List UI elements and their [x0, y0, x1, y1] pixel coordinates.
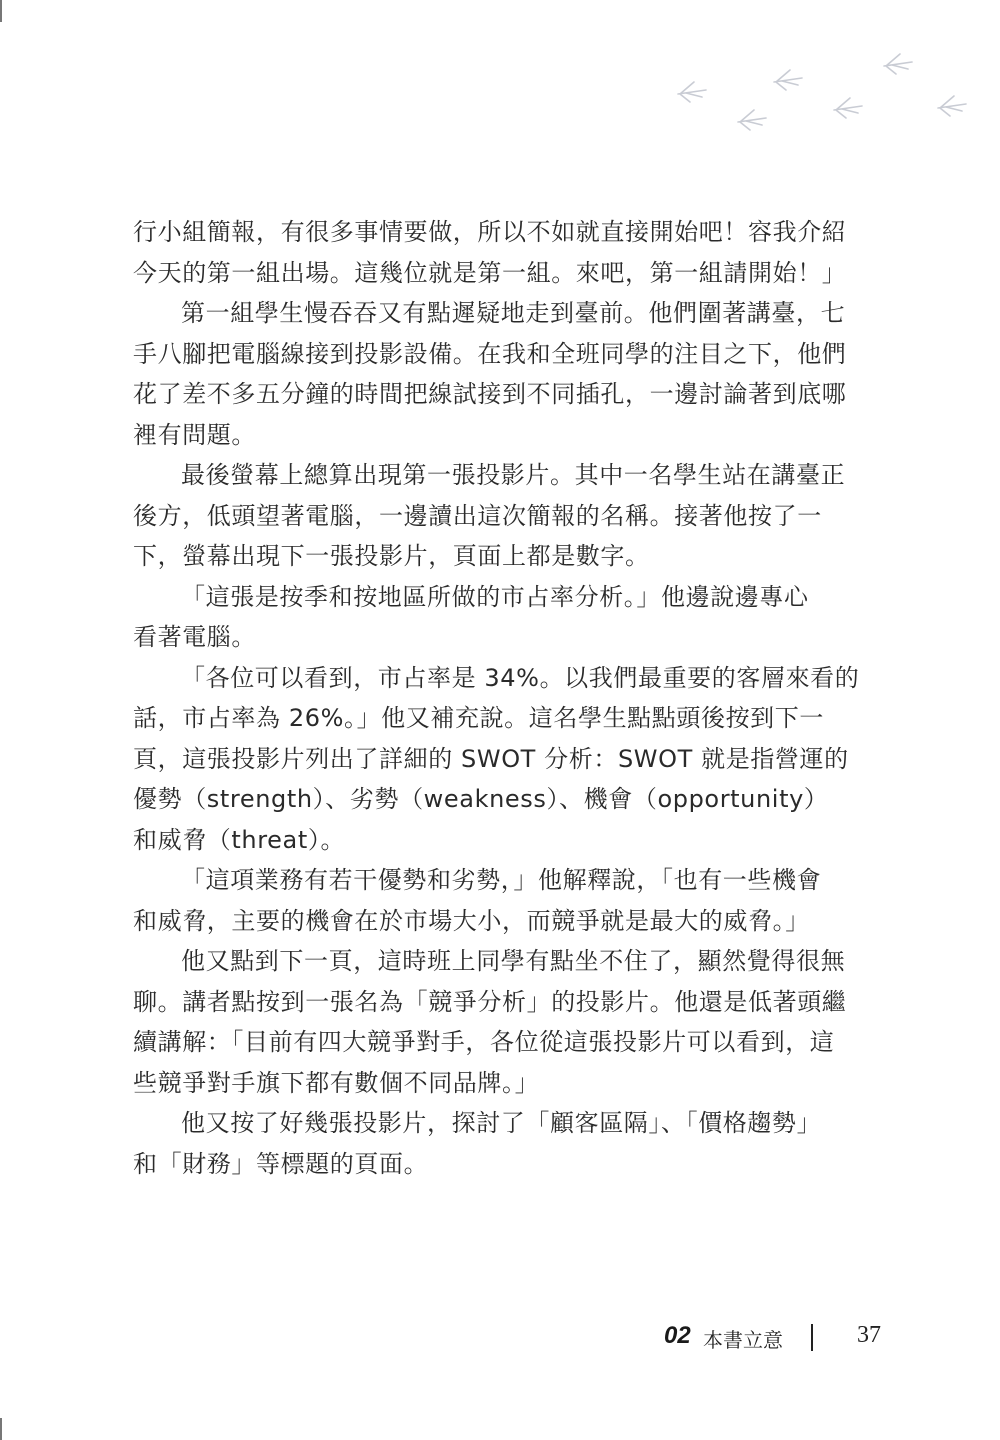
- text-line: 第一組學生慢吞吞又有點遲疑地走到臺前。他們圍著講臺，七: [181, 299, 846, 327]
- chapter-number: 02: [664, 1322, 691, 1349]
- text-line: 下，螢幕出現下一張投影片，頁面上都是數字。: [133, 542, 650, 570]
- bird-icon: [736, 108, 770, 132]
- bird-icon: [676, 80, 710, 104]
- text-line: 優勢（strength）、劣勢（weakness）、機會（opportunity）: [133, 785, 829, 813]
- text-line: 聊。講者點按到一張名為「競爭分析」的投影片。他還是低著頭繼: [133, 987, 847, 1016]
- text-line: 續講解：「目前有四大競爭對手，各位從這張投影片可以看到，這: [133, 1028, 835, 1056]
- paragraph: [133, 293, 853, 455]
- text-line: 他又點到下一頁，這時班上同學有點坐不住了，顯然覺得很無: [181, 947, 846, 975]
- text-line: 今天的第一組出場。這幾位就是第一組。來吧，第一組請開始！」: [133, 258, 847, 287]
- paragraph: [133, 658, 860, 861]
- paragraph: [133, 941, 853, 1103]
- footer-divider: [811, 1324, 813, 1351]
- bird-icon: [936, 94, 970, 118]
- crop-mark-bottom-left: [0, 1418, 2, 1440]
- bird-icon: [882, 52, 916, 76]
- text-line: 後方，低頭望著電腦，一邊讀出這次簡報的名稱。接著他按了一: [133, 501, 822, 530]
- paragraph: [133, 212, 853, 293]
- text-line: 頁，這張投影片列出了詳細的 SWOT 分析：SWOT 就是指營運的: [133, 744, 849, 773]
- paragraph: [133, 860, 853, 941]
- bird-icon: [772, 68, 806, 92]
- text-line: 「這張是按季和按地區所做的市占率分析。」他邊說邊專心: [181, 582, 809, 611]
- text-line: 些競爭對手旗下都有數個不同品牌。」: [133, 1068, 540, 1097]
- text-line: 他又按了好幾張投影片，探討了「顧客區隔」、「價格趨勢」: [181, 1109, 822, 1137]
- text-line: 裡有問題。: [133, 420, 256, 449]
- text-line: 「這項業務有若干優勢和劣勢，」他解釋說，「也有一些機會: [181, 866, 822, 894]
- text-line: 花了差不多五分鐘的時間把線試接到不同插孔，一邊討論著到底哪: [133, 380, 847, 408]
- text-line: 和「財務」等標題的頁面。: [133, 1149, 429, 1178]
- text-line: 「各位可以看到，市占率是 34%。以我們最重要的客層來看的: [181, 663, 860, 692]
- text-line: 最後螢幕上總算出現第一張投影片。其中一名學生站在講臺正: [181, 461, 846, 489]
- text-line: 和威脅（threat）。: [133, 825, 346, 854]
- paragraph: [133, 1103, 853, 1184]
- chapter-title: 本書立意: [703, 1328, 783, 1352]
- page-number: 37: [857, 1322, 881, 1348]
- crop-mark-top-left: [0, 0, 2, 22]
- page-footer: [0, 1322, 1000, 1356]
- paragraph: [133, 455, 853, 577]
- body-text: [133, 212, 860, 1184]
- text-line: 行小組簡報，有很多事情要做，所以不如就直接開始吧！容我介紹: [133, 218, 847, 246]
- text-line: 話，市占率為 26%。」他又補充說。這名學生點點頭後按到下一: [133, 704, 824, 732]
- bird-icon: [832, 96, 866, 120]
- bird-flock-decoration: [660, 40, 1000, 150]
- text-line: 手八腳把電腦線接到投影設備。在我和全班同學的注目之下，他們: [133, 339, 847, 368]
- text-line: 看著電腦。: [133, 623, 256, 651]
- paragraph: [133, 577, 853, 658]
- text-line: 和威脅，主要的機會在於市場大小，而競爭就是最大的威脅。」: [133, 906, 810, 935]
